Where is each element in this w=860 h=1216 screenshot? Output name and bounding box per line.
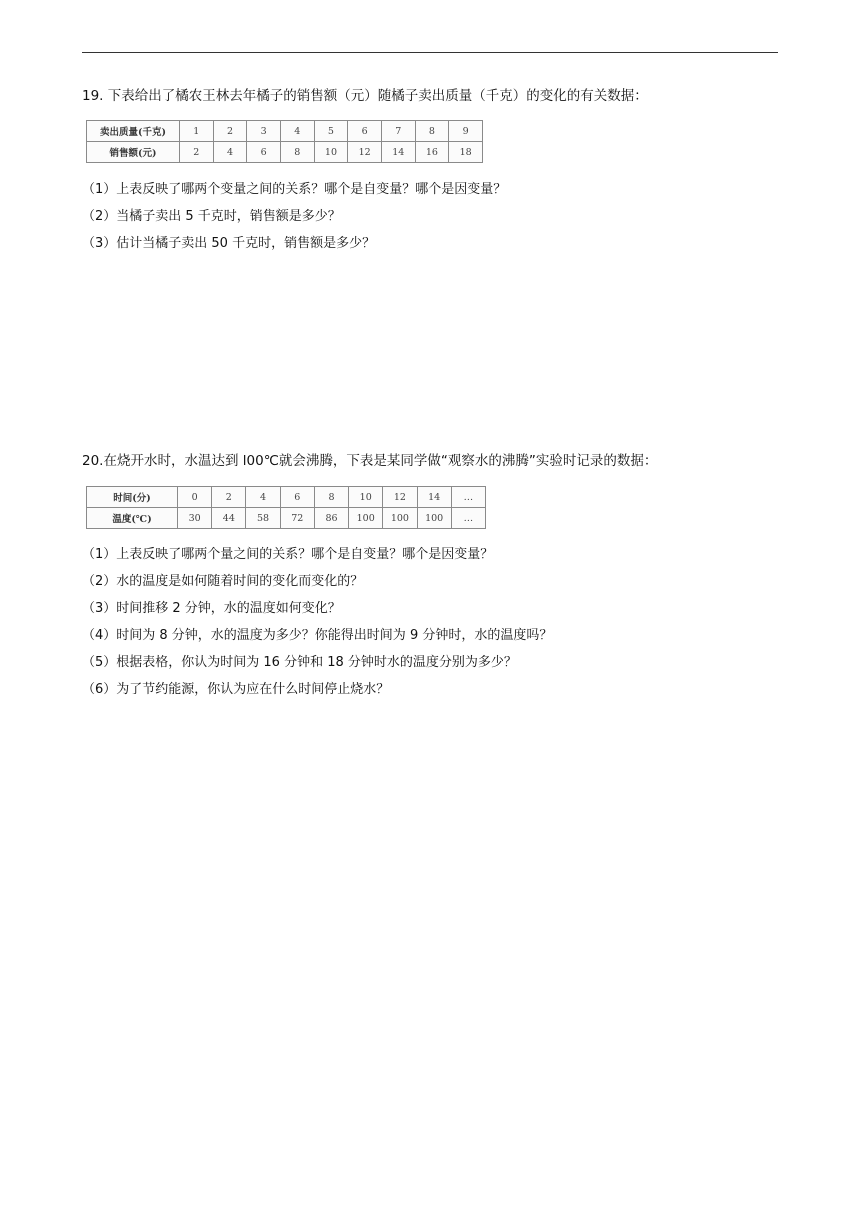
table-cell: 5 <box>314 121 348 142</box>
row-header: 卖出质量(千克) <box>87 121 180 142</box>
table-cell: 7 <box>381 121 415 142</box>
table-row <box>87 508 486 529</box>
table-cell: 1 <box>180 121 214 142</box>
table-cell: 8 <box>415 121 449 142</box>
table-row <box>87 142 483 163</box>
table-cell: 0 <box>178 487 212 508</box>
table-cell: 9 <box>449 121 483 142</box>
table-cell: 44 <box>212 508 246 529</box>
table-cell: 6 <box>247 142 281 163</box>
row-header: 温度(℃) <box>87 508 178 529</box>
table-cell: 2 <box>213 121 247 142</box>
question-20-part-6: （6）为了节约能源，你认为应在什么时间停止烧水？ <box>82 682 390 697</box>
question-19-part-3: （3）估计当橘子卖出 50 千克时，销售额是多少？ <box>82 236 376 251</box>
question-19-part-2: （2）当橘子卖出 5 千克时，销售额是多少？ <box>82 209 341 224</box>
table-cell: 6 <box>280 487 314 508</box>
table-cell: 100 <box>417 508 451 529</box>
row-header: 销售额(元) <box>87 142 180 163</box>
table-cell: 18 <box>449 142 483 163</box>
table-cell: 2 <box>180 142 214 163</box>
table-cell: 10 <box>349 487 383 508</box>
sales-table <box>86 120 483 163</box>
table-cell: 58 <box>246 508 280 529</box>
question-20-part-2: （2）水的温度是如何随着时间的变化而变化的？ <box>82 574 364 589</box>
question-20-part-5: （5）根据表格，你认为时间为 16 分钟和 18 分钟时水的温度分别为多少？ <box>82 655 517 670</box>
table-cell: 8 <box>314 487 348 508</box>
table-row <box>87 487 486 508</box>
table-cell: 16 <box>415 142 449 163</box>
table-cell: 30 <box>178 508 212 529</box>
table-row <box>87 121 483 142</box>
table-cell: 2 <box>212 487 246 508</box>
row-header: 时间(分) <box>87 487 178 508</box>
table-cell: 100 <box>349 508 383 529</box>
table-cell: 12 <box>348 142 382 163</box>
table-cell: 4 <box>213 142 247 163</box>
header-rule <box>82 52 778 53</box>
temperature-table <box>86 486 486 529</box>
table-cell: 4 <box>246 487 280 508</box>
question-20-part-3: （3）时间推移 2 分钟，水的温度如何变化？ <box>82 601 341 616</box>
table-cell: 10 <box>314 142 348 163</box>
table-cell: 4 <box>280 121 314 142</box>
question-19-part-1: （1）上表反映了哪两个变量之间的关系？哪个是自变量？哪个是因变量？ <box>82 182 507 197</box>
question-20-part-1: （1）上表反映了哪两个量之间的关系？哪个是自变量？哪个是因变量？ <box>82 547 494 562</box>
question-20-part-4: （4）时间为 8 分钟，水的温度为多少？你能得出时间为 9 分钟时，水的温度吗？ <box>82 628 553 643</box>
table-cell: 14 <box>381 142 415 163</box>
table-cell: 3 <box>247 121 281 142</box>
table-cell: 8 <box>280 142 314 163</box>
table-cell: 72 <box>280 508 314 529</box>
table-cell: 14 <box>417 487 451 508</box>
table-cell: 12 <box>383 487 417 508</box>
table-cell: 6 <box>348 121 382 142</box>
table-cell: 100 <box>383 508 417 529</box>
question-19-stem: 19. 下表给出了橘农王林去年橘子的销售额（元）随橘子卖出质量（千克）的变化的有关数据： <box>82 88 648 104</box>
table-cell: … <box>451 487 485 508</box>
question-20-stem: 20.在烧开水时，水温达到 l00℃就会沸腾，下表是某同学做“观察水的沸腾”实验时记录的数据： <box>82 453 658 469</box>
table-cell: 86 <box>314 508 348 529</box>
table-cell: … <box>451 508 485 529</box>
